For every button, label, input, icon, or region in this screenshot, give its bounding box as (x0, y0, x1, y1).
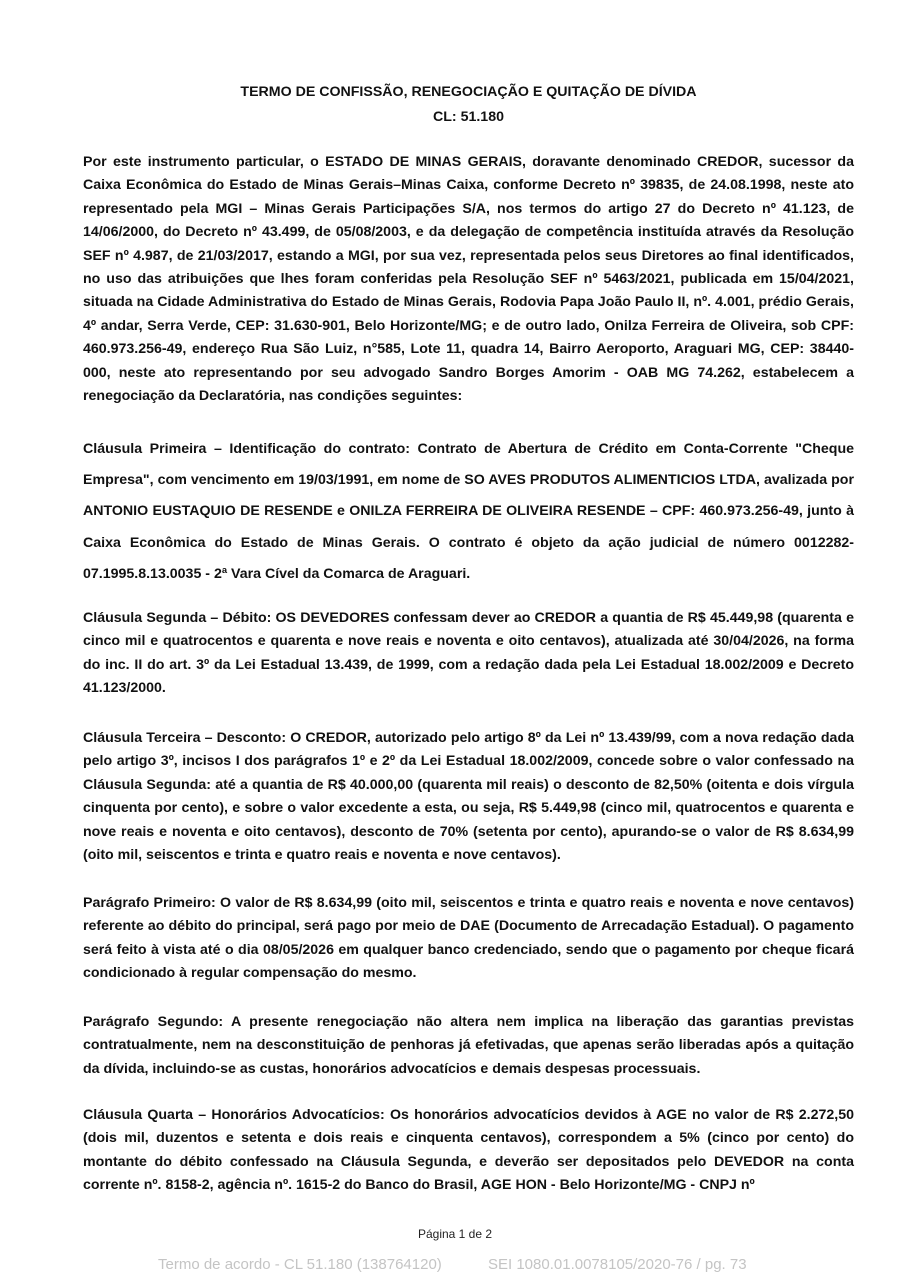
watermark-document-id: Termo de acordo - CL 51.180 (138764120) (158, 1256, 442, 1273)
paragrafo-segundo: Parágrafo Segundo: A presente renegociação não altera nem implica na liberação das garantias previstas contratualmente, nem na desconstituição de penhoras já efetivadas, que apenas serão liberadas após a quitação da dívida, incluindo-se as custas, honorários advocatícios e demais despesas processuais. (83, 1014, 854, 1077)
paragrafo-primeiro: Parágrafo Primeiro: O valor de R$ 8.634,99 (oito mil, seiscentos e trinta e quatro reais e noventa e nove centavos) referente ao débito do principal, será pago por meio de DAE (Documento de Arrecadação Estadual). O pagamento será feito à vista até o dia 08/05/2026 em qualquer banco credenciado, sendo que o pagamento por cheque ficará condicionado à regular compensação do mesmo. (83, 895, 854, 982)
document-title: TERMO DE CONFISSÃO, RENEGOCIAÇÃO E QUITAÇÃO DE DÍVIDA (240, 84, 697, 100)
clausula-quarta: Cláusula Quarta – Honorários Advocatícios: Os honorários advocatícios devidos à AGE no valor de R$ 2.272,50 (dois mil, duzentos e setenta e dois reais e cinquenta centavos), correspondem a 5% (cinco por cento) do montante do débito confessado na Cláusula Segunda, e deverão ser depositados pelo DEVEDOR na conta corrente nº. 8158-2, agência nº. 1615-2 do Banco do Brasil, AGE HON - Belo Horizonte/MG - CNPJ nº (83, 1107, 854, 1194)
clausula-primeira: Cláusula Primeira – Identificação do contrato: Contrato de Abertura de Crédito em Conta-Corrente "Cheque Empresa", com vencimento em 19/03/1991, em nome de SO AVES PRODUTOS ALIMENTICIOS LTDA, avalizada por ANTONIO EUSTAQUIO DE RESENDE e ONILZA FERREIRA DE OLIVEIRA RESENDE – CPF: 460.973.256-49, junto à Caixa Econômica do Estado de Minas Gerais. O contrato é objeto da ação judicial de número 0012282-07.1995.8.13.0035 - 2ª Vara Cível da Comarca de Araguari. (83, 441, 854, 582)
page-number: Página 1 de 2 (417, 1227, 493, 1241)
document-code: CL: 51.180 (433, 109, 504, 125)
intro-paragraph: Por este instrumento particular, o ESTADO DE MINAS GERAIS, doravante denominado CREDOR, sucessor da Caixa Econômica do Estado de Minas Gerais–Minas Caixa, conforme Decreto nº 39835, de 24.08.1998, neste ato representado pela MGI – Minas Gerais Participações S/A, nos termos do artigo 27 do Decreto nº 41.123, de 14/06/2000, do Decreto nº 43.499, de 05/08/2003, e da delegação de competência instituída através da Resolução SEF nº 4.987, de 21/03/2017, estando a MGI, por sua vez, representada pelos seus Diretores ao final identificados, no uso das atribuições que lhes foram conferidas pela Resolução SEF nº 5463/2021, publicada em 15/04/2021, situada na Cidade Administrativa do Estado de Minas Gerais, Rodovia Papa João Paulo II, nº. 4.001, prédio Gerais, 4º andar, Serra Verde, CEP: 31.630-901, Belo Horizonte/MG; e de outro lado, Onilza Ferreira de Oliveira, sob CPF: 460.973.256-49, endereço Rua São Luiz, n°585, Lote 11, quadra 14, Bairro Aeroporto, Araguari MG, CEP: 38440-000, neste ato representando por seu advogado Sandro Borges Amorim - OAB MG 74.262, estabelecem a renegociação da Declaratória, nas condições seguintes: (83, 154, 854, 405)
clausula-segunda: Cláusula Segunda – Débito: OS DEVEDORES confessam dever ao CREDOR a quantia de R$ 45.449,98 (quarenta e cinco mil e quatrocentos e quarenta e nove reais e noventa e oito centavos), atualizada até 30/04/2026, na forma do inc. II do art. 3º da Lei Estadual 13.439, de 1999, com a redação dada pela Lei Estadual 18.002/2009 e Decreto 41.123/2000. (83, 610, 854, 697)
clausula-terceira: Cláusula Terceira – Desconto: O CREDOR, autorizado pelo artigo 8º da Lei nº 13.439/99, com a nova redação dada pelo artigo 3º, incisos I dos parágrafos 1º e 2º da Lei Estadual 18.002/2009, concede sobre o valor confessado na Cláusula Segunda: até a quantia de R$ 40.000,00 (quarenta mil reais) o desconto de 82,50% (oitenta e dois vírgula cinquenta por cento), e sobre o valor excedente a esta, ou seja, R$ 5.449,98 (cinco mil, quatrocentos e quarenta e nove reais e noventa e oito centavos), desconto de 70% (setenta por cento), apurando-se o valor de R$ 8.634,99 (oito mil, seiscentos e trinta e quatro reais e noventa e nove centavos). (83, 730, 854, 864)
watermark-sei-reference: SEI 1080.01.0078105/2020-76 / pg. 73 (488, 1256, 747, 1273)
